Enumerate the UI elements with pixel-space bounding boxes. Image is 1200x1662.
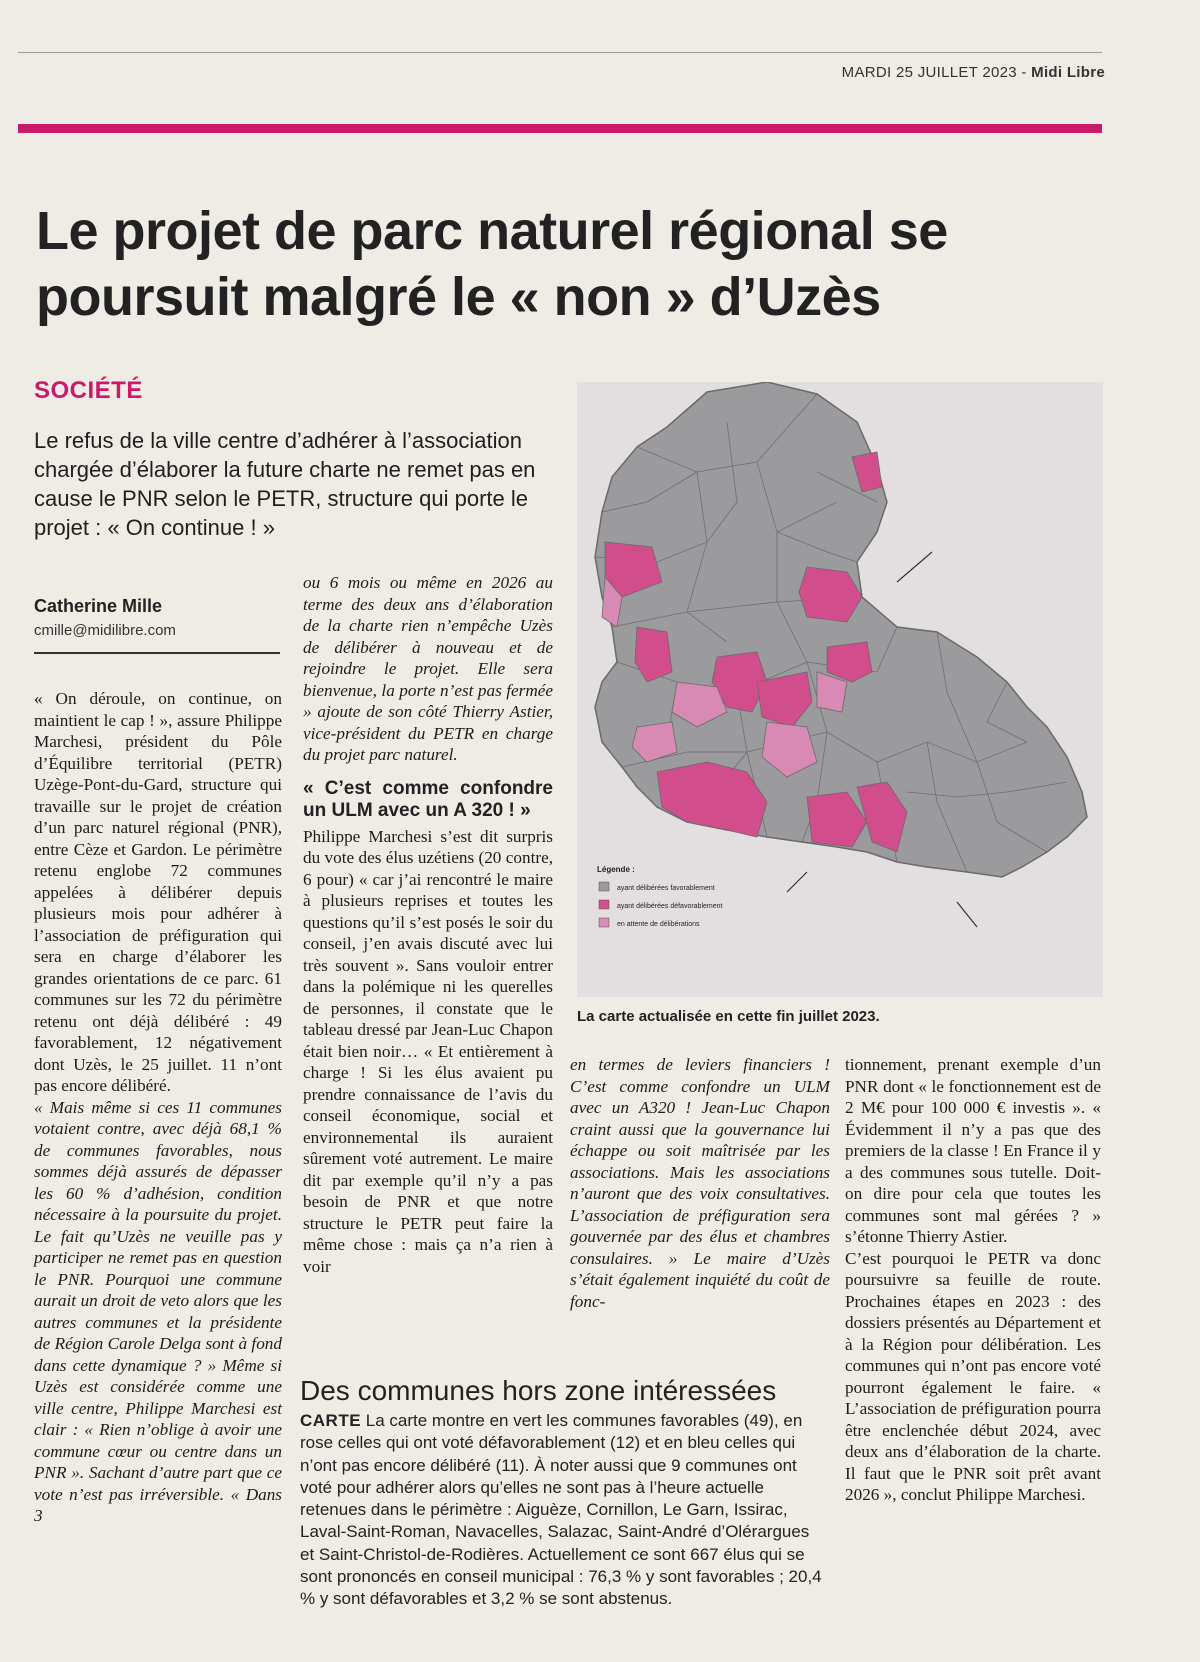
box-label: CARTE	[300, 1411, 362, 1430]
legend-swatch-defavorable	[599, 900, 609, 909]
col1-paragraph-2: « Mais même si ces 11 communes votaient contre, avec déjà 68,1 % de communes favorables, nous sommes déjà assurés de dépasser les 60 % d’adhésion, condition nécessaire à la poursuite du projet. Le fait qu’Uzès ne veuille pas y participer ne remet pas en question le PNR. Pourquoi une commune aurait un droit de veto alors que les autres communes et la présidente de Région Carole Delga sont à fond dans cette dynamique ? » Même si Uzès est considérée comme une ville centre, Philippe Marchesi est clair : « Rien n’oblige à avoir une commune cœur ou centre dans un PNR ». Sachant d’autre part que ce vote n’est pas irréversible. « Dans 3	[34, 1097, 282, 1525]
top-rule	[18, 52, 1102, 53]
map-figure	[577, 382, 1103, 997]
map-legend	[597, 865, 723, 928]
column-3	[570, 1054, 830, 1312]
headline-line-2: poursuit malgré le « non » d’Uzès	[36, 267, 881, 327]
headline	[36, 198, 1136, 330]
legend-label-favorable: ayant délibérées favorablement	[617, 885, 715, 892]
rubric: SOCIÉTÉ	[34, 377, 143, 404]
col3-paragraph-1: en termes de leviers financiers ! C’est comme confondre un ULM avec un A320 ! Jean-Luc Chapon craint aussi que la gouvernance lui échappe ou soit maîtrisée par les associations. Mais les associations n’auront que des voix consultatives. L’association de préfiguration sera gouvernée par des élus et chambres consulaires. » Le maire d’Uzès s’était également inquiété du coût de fonc-	[570, 1055, 830, 1311]
section-bar	[18, 124, 1102, 133]
dateline	[842, 64, 1105, 81]
headline-line-1: Le projet de parc naturel régional se	[36, 201, 948, 261]
column-4	[845, 1054, 1101, 1506]
col4-paragraph-1: tionnement, prenant exemple d’un PNR dont « le fonctionnement est de 2 M€ pour 100 000 € investis ». « Évidemment il n’y a pas que des premiers de la classe ! En France il y a des communes sous tutelle. Doit-on dire pour cela que toutes les communes sont mal gérées ? » s’étonne Thierry Astier.	[845, 1055, 1101, 1246]
box-text: La carte montre en vert les communes favorables (49), en rose celles qui ont voté défavorablement (12) et en bleu celles qui n’ont pas encore délibéré (11). À noter aussi que 9 communes ont voté pour adhérer alors qu’elles ne sont pas à l’heure actuelle retenues dans le périmètre : Aiguèze, Cornillon, Le Garn, Issirac, Laval-Saint-Roman, Navacelles, Salazac, Saint-André d’Olérargues et Saint-Christol-de-Rodières. Actuellement ce sont 667 élus qui se sont prononcés en conseil municipal : 76,3 % y sont favorables ; 20,4 % y sont défavorables et 3,2 % se sont abstenus.	[300, 1411, 822, 1609]
legend-swatch-attente	[599, 918, 609, 927]
map-svg	[577, 382, 1103, 997]
column-2	[303, 572, 553, 1277]
col2-paragraph-2: Philippe Marchesi s’est dit surpris du vote des élus uzétiens (20 contre, 6 pour) « car j’ai rencontré le maire à plusieurs reprises et toutes les questions qu’il s’est posés le soir du conseil, j’en avais discuté avec lui très souvent ». Sans vouloir entrer dans la polémique ni les querelles de personnes, il constate que le tableau dressé par Jean-Luc Chapon était bien noir… « Et entièrement à charge ! Si les élus avaient pu prendre connaissance de l’avis du conseil économique, social et environnemental ils auraient sûrement voté autrement. Le maire dit par exemple qu’il n’y a pas besoin de PNR et que notre structure le PETR peut faire la même chose : mais ça n’a rien à voir	[303, 826, 553, 1276]
box-title: Des communes hors zone intéressées	[300, 1375, 777, 1406]
legend-label-attente: en attente de délibérations	[617, 921, 700, 928]
legend-title: Légende :	[597, 865, 635, 874]
paper-name: Midi Libre	[1031, 64, 1105, 81]
column-1	[34, 688, 282, 1527]
col2-paragraph-1: ou 6 mois ou même en 2026 au terme des deux ans d’élaboration de la charte rien n’empêche Uzès de délibérer à nouveau et de rejoindre le projet. Elle sera bienvenue, la porte n’est pas fermée » ajoute de son côté Thierry Astier, vice-président du PETR en charge du projet parc naturel.	[303, 573, 553, 764]
map-caption: La carte actualisée en cette fin juillet 2023.	[577, 1008, 880, 1025]
inset-box	[300, 1374, 825, 1611]
col1-paragraph-1: « On déroule, on continue, on maintient le cap ! », assure Philippe Marchesi, président du Pôle d’Équilibre territorial (PETR) Uzège-Pont-du-Gard, structure qui travaille sur le projet de création d’un parc naturel régional (PNR), entre Cèze et Gardon. Le périmètre retenu englobe 72 communes appelées à délibérer depuis plusieurs mois pour adhérer à l’association de préfiguration qui sera en charge d’élaborer les grandes orientations de ce parc. 61 communes sur les 72 du périmètre retenu ont déjà délibéré : 49 favorablement, 12 négativement dont Uzès, le 25 juillet. 11 n’ont pas encore délibéré.	[34, 689, 282, 1095]
legend-swatch-favorable	[599, 882, 609, 891]
box-body	[300, 1410, 825, 1611]
author-rule	[34, 652, 280, 654]
intertitle: « C’est comme confondre un ULM avec un A 320 ! »	[303, 777, 553, 821]
col4-paragraph-2: C’est pourquoi le PETR va donc poursuivre sa feuille de route. Prochaines étapes en 2023 : des dossiers présentés au Département et à la Région pour délibération. Les communes qui n’ont pas encore voté pourront également le faire. « L’association de préfiguration pourra être enclenchée début 2024, avec deux ans d’élaboration de la charte. Il faut que le PNR soit prêt avant 2026 », conclut Philippe Marchesi.	[845, 1248, 1101, 1504]
legend-label-defavorable: ayant délibérées défavorablement	[617, 903, 723, 910]
date-text: MARDI 25 JUILLET 2023 -	[841, 64, 1032, 81]
author-name: Catherine Mille	[34, 596, 163, 616]
author-email: cmille@midilibre.com	[34, 622, 176, 639]
chapo: Le refus de la ville centre d’adhérer à l’association chargée d’élaborer la future charte ne remet pas en cause le PNR selon le PETR, structure qui porte le projet : « On continue ! »	[34, 428, 536, 540]
